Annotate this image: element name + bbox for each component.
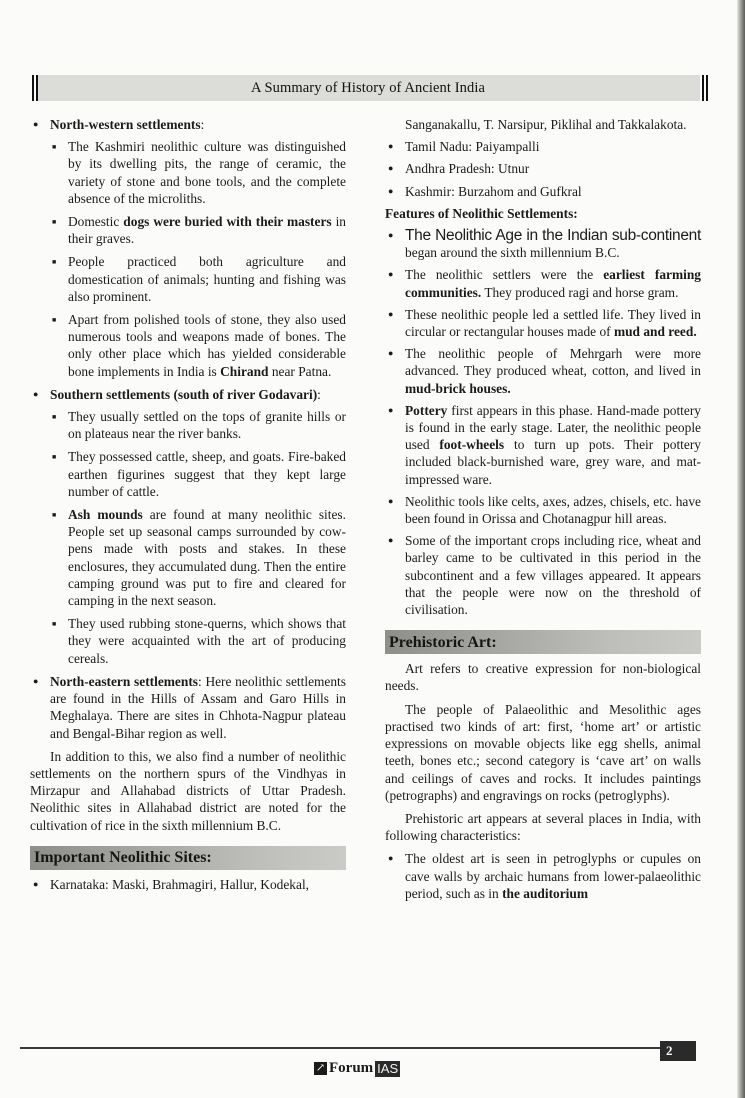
header-right-rule <box>702 75 708 101</box>
logo-forum-text: Forum <box>329 1060 374 1076</box>
bullet-text: They possessed cattle, sheep, and goats. Fire-baked earthen figurines suggest that they kept large number of cattle. <box>68 449 346 499</box>
right-column <box>385 116 701 907</box>
bullet-text: : Here neolithic settlements are found in the Hills of Assam and Garo Hills in Meghalaya. There are sites in Chhota-Nagpur plateau and Bengal-Bihar region as well. <box>50 673 346 741</box>
bullet-text: Sanganakallu, T. Narsipur, Piklihal and Takkalakota. <box>405 117 687 132</box>
bullet-emphasis: mud and reed. <box>613 324 697 340</box>
bullet-north-western <box>30 116 346 133</box>
site-item <box>385 138 701 155</box>
section-heading-prehistoric-art <box>385 630 701 654</box>
sub-bullet <box>30 408 346 442</box>
bullet-text: first appears in this phase. Hand-made pottery is found in the early stage. Later, the neolithic people used <box>405 402 701 453</box>
bullet-text: Some of the important crops including rice, wheat and barley came to be cultivated in this period in the subcontinent and a few villages appeared. It appears that the people were now on the threshold of civilisation. <box>405 533 701 618</box>
section-heading-neolithic-sites <box>30 846 346 870</box>
bullet-emphasis: foot-wheels <box>439 437 505 453</box>
bullet-emphasis: Chirand <box>220 363 269 379</box>
logo-ias-text: IAS <box>377 1060 399 1076</box>
section-heading-text: Important Neolithic Sites: <box>34 849 212 867</box>
sub-bullet <box>30 506 346 609</box>
art-paragraph: Art refers to creative expression for non-biological needs. <box>385 661 701 694</box>
left-column <box>30 116 346 898</box>
bullet-emphasis: dogs were buried with their masters <box>123 214 332 230</box>
art-bullet <box>385 850 701 902</box>
sub-bullet <box>30 213 346 247</box>
bullet-north-eastern <box>30 673 346 742</box>
bullet-text: They produced ragi and horse gram. <box>481 284 679 300</box>
bullet-emphasis: earliest farming communities. <box>405 267 701 300</box>
bullet-text: Kashmir: Burzahom and Gufkral <box>405 183 582 199</box>
feature-item <box>385 532 701 618</box>
page-edge-shadow <box>737 0 745 1098</box>
features-heading: Features of Neolithic Settlements: <box>385 205 578 221</box>
bullet-text: Karnataka: Maski, Brahmagiri, Hallur, Kodekal, <box>50 876 310 892</box>
header-left-rule <box>32 75 38 101</box>
bullet-text: Neolithic tools like celts, axes, adzes, chisels, etc. have been found in Orissa and Chotanagpur hill areas. <box>405 493 701 527</box>
feature-item <box>385 493 701 527</box>
bullet-emphasis: Ash mounds <box>68 507 143 523</box>
north-western-title: North-western settlements <box>50 117 201 132</box>
bullet-text: Andhra Pradesh: Utnur <box>405 161 530 177</box>
sub-bullet <box>30 448 346 500</box>
bullet-text: began around the sixth millennium B.C. <box>405 245 620 261</box>
bullet-southern <box>30 386 346 403</box>
karnataka-continuation <box>385 116 701 133</box>
colon: : <box>317 386 321 402</box>
feature-item <box>385 306 701 340</box>
section-heading-text: Prehistoric Art: <box>389 633 497 651</box>
bullet-text: Tamil Nadu: Paiyampalli <box>405 139 540 155</box>
bullet-text: They used rubbing stone-querns, which shows that they were acquainted with the art of producing cereals. <box>68 616 346 666</box>
bullet-emphasis: Pottery <box>405 402 448 418</box>
art-paragraph: Prehistoric art appears at several places in India, with following characteristics: <box>385 810 701 844</box>
bullet-text: These neolithic people led a settled life. They lived in circular or rectangular houses made of <box>405 306 701 340</box>
bullet-text: to turn up pots. Their pottery included black-burnished ware, grey ware, and mat-impressed ware. <box>405 437 701 487</box>
art-paragraph: The people of Palaeolithic and Mesolithic ages practised two kinds of art: first, ‘home art’ or artistic expressions on movable objects like egg shells, animal teeth, bones etc.; second category is ‘cave art’ on walls and ceilings of caves and rocks. It includes paintings (petrographs) and engravings on rocks (petroglyphs). <box>385 701 701 803</box>
north-eastern-title: North-eastern settlements <box>50 673 198 689</box>
bullet-text: The Kashmiri neolithic culture was distinguished by its dwelling pits, the range of ceramic, the variety of stone and bone tools, and the complete absence of the microliths. <box>68 139 346 206</box>
feature-item <box>385 402 701 488</box>
bullet-text: near Patna. <box>268 363 332 379</box>
site-item <box>385 183 701 200</box>
bullet-emphasis: mud-brick houses. <box>405 380 511 396</box>
feature-item <box>385 227 701 261</box>
bullet-text: The oldest art is seen in petroglyphs or cupules on cave walls by archaic humans from lower-palaeolithic period, such as in <box>405 851 701 901</box>
vindhyas-paragraph: In addition to this, we also find a number of neolithic settlements on the northern spurs of the Vindhyas in Mirzapur and Allahabad districts of Uttar Pradesh. Neolithic sites in Allahabad district are noted for the cultivation of rice in the sixth millennium B.C. <box>30 748 346 833</box>
bullet-text: People practiced both agriculture and domestication of animals; hunting and fishing was also prominent. <box>68 254 346 304</box>
running-header-title: A Summary of History of Ancient India <box>250 79 486 96</box>
sub-bullet <box>30 138 346 207</box>
bullet-text: The neolithic people of Mehrgarh were more advanced. They produced wheat, cotton, and lived in <box>405 346 701 379</box>
colon: : <box>200 117 205 132</box>
bullet-text: They usually settled on the tops of granite hills or on plateaus near the river banks. <box>68 409 346 442</box>
site-item <box>385 160 701 177</box>
bullet-text: Domestic <box>68 214 124 230</box>
bullet-text-large: The Neolithic Age in the Indian sub-continent <box>405 227 701 245</box>
feature-item <box>385 345 701 397</box>
site-item-karnataka <box>30 876 346 893</box>
bullet-text: in their graves. <box>68 214 346 247</box>
arrow-up-right-icon: ↗ <box>315 1062 326 1074</box>
page-number: 2 <box>660 1041 696 1061</box>
bullet-emphasis: the auditorium <box>502 885 588 901</box>
bullet-text: Apart from polished tools of stone, they also used numerous tools and weapons made of bones. The only other place which has yielded considerable bone implements in India is <box>68 312 346 379</box>
feature-item <box>385 266 701 300</box>
footer-rule <box>20 1047 660 1049</box>
bullet-text: are found at many neolithic sites. People set up seasonal camps surrounded by cow-pens made with posts and stakes. In these enclosures, they accumulated dung. Then the entire camping ground was put to fire and cleared for camping in the next season. <box>68 507 346 609</box>
sub-bullet <box>30 253 346 305</box>
southern-title: Southern settlements (south of river Godavari) <box>50 386 318 402</box>
sub-bullet <box>30 311 346 380</box>
running-header <box>36 75 700 101</box>
sub-bullet <box>30 615 346 667</box>
bullet-text: The neolithic settlers were the <box>405 267 604 283</box>
forumias-logo <box>314 1060 400 1077</box>
